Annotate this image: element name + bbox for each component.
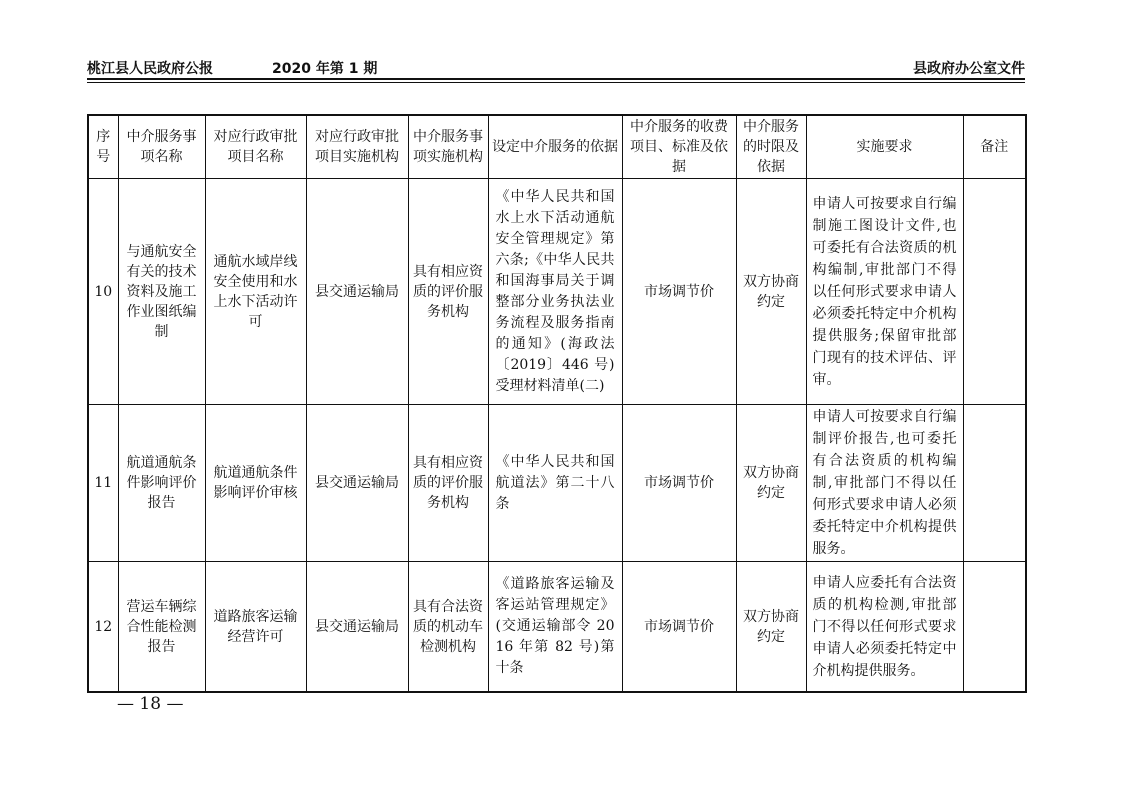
column-header: 中介服务的时限及依据	[736, 115, 806, 179]
column-header: 对应行政审批项目名称	[205, 115, 306, 179]
service-items-table	[87, 114, 1027, 693]
row-service-name: 航道通航条件影响评价报告	[118, 405, 205, 562]
table-row	[88, 562, 1026, 693]
column-header: 中介服务事项实施机构	[408, 115, 488, 179]
row-legal-basis: 《中华人民共和国水上水下活动通航安全管理规定》第六条;《中华人民共和国海事局关于调整部分业务执法业务流程及服务指南的通知》(海政法〔2019〕446 号)受理材料清单(二)	[488, 179, 622, 405]
header-rule-thick	[87, 78, 1025, 80]
row-service-name: 与通航安全有关的技术资料及施工作业图纸编制	[118, 179, 205, 405]
header-rule-thin	[87, 82, 1025, 83]
column-header: 序号	[88, 115, 118, 179]
table-row	[88, 179, 1026, 405]
row-time-limit: 双方协商约定	[736, 405, 806, 562]
row-approval-agency: 县交通运输局	[306, 405, 408, 562]
column-header: 中介服务的收费项目、标准及依据	[622, 115, 736, 179]
row-seq: 10	[88, 179, 118, 405]
row-approval-item: 航道通航条件影响评价审核	[205, 405, 306, 562]
row-approval-item: 道路旅客运输经营许可	[205, 562, 306, 693]
column-header: 实施要求	[806, 115, 963, 179]
row-time-limit: 双方协商约定	[736, 562, 806, 693]
row-requirement: 申请人应委托有合法资质的机构检测,审批部门不得以任何形式要求申请人必须委托特定中介机构提供服务。	[806, 562, 963, 693]
gazette-title: 桃江县人民政府公报	[87, 61, 213, 77]
row-fee: 市场调节价	[622, 405, 736, 562]
row-remark	[963, 179, 1026, 405]
row-fee: 市场调节价	[622, 179, 736, 405]
page-number: — 18 —	[117, 694, 184, 714]
row-approval-agency: 县交通运输局	[306, 562, 408, 693]
row-time-limit: 双方协商约定	[736, 179, 806, 405]
row-approval-item: 通航水域岸线安全使用和水上水下活动许可	[205, 179, 306, 405]
row-approval-agency: 县交通运输局	[306, 179, 408, 405]
row-service-agency: 具有合法资质的机动车检测机构	[408, 562, 488, 693]
issue-number: 2020 年第 1 期	[272, 61, 378, 77]
row-service-agency: 具有相应资质的评价服务机构	[408, 405, 488, 562]
row-legal-basis: 《道路旅客运输及客运站管理规定》(交通运输部令 2016 年第 82 号)第十条	[488, 562, 622, 693]
row-service-name: 营运车辆综合性能检测报告	[118, 562, 205, 693]
row-service-agency: 具有相应资质的评价服务机构	[408, 179, 488, 405]
column-header: 中介服务事项名称	[118, 115, 205, 179]
row-seq: 11	[88, 405, 118, 562]
page-header	[87, 56, 1025, 78]
row-remark	[963, 562, 1026, 693]
table-row	[88, 405, 1026, 562]
row-requirement: 申请人可按要求自行编制施工图设计文件,也可委托有合法资质的机构编制,审批部门不得以任何形式要求申请人必须委托特定中介机构提供服务;保留审批部门现有的技术评估、评审。	[806, 179, 963, 405]
column-header: 设定中介服务的依据	[488, 115, 622, 179]
row-seq: 12	[88, 562, 118, 693]
table-header-row	[88, 115, 1026, 179]
row-remark	[963, 405, 1026, 562]
column-header: 备注	[963, 115, 1026, 179]
row-legal-basis: 《中华人民共和国航道法》第二十八条	[488, 405, 622, 562]
column-header: 对应行政审批项目实施机构	[306, 115, 408, 179]
row-fee: 市场调节价	[622, 562, 736, 693]
row-requirement: 申请人可按要求自行编制评价报告,也可委托有合法资质的机构编制,审批部门不得以任何形式要求申请人必须委托特定中介机构提供服务。	[806, 405, 963, 562]
document-category: 县政府办公室文件	[913, 61, 1025, 77]
